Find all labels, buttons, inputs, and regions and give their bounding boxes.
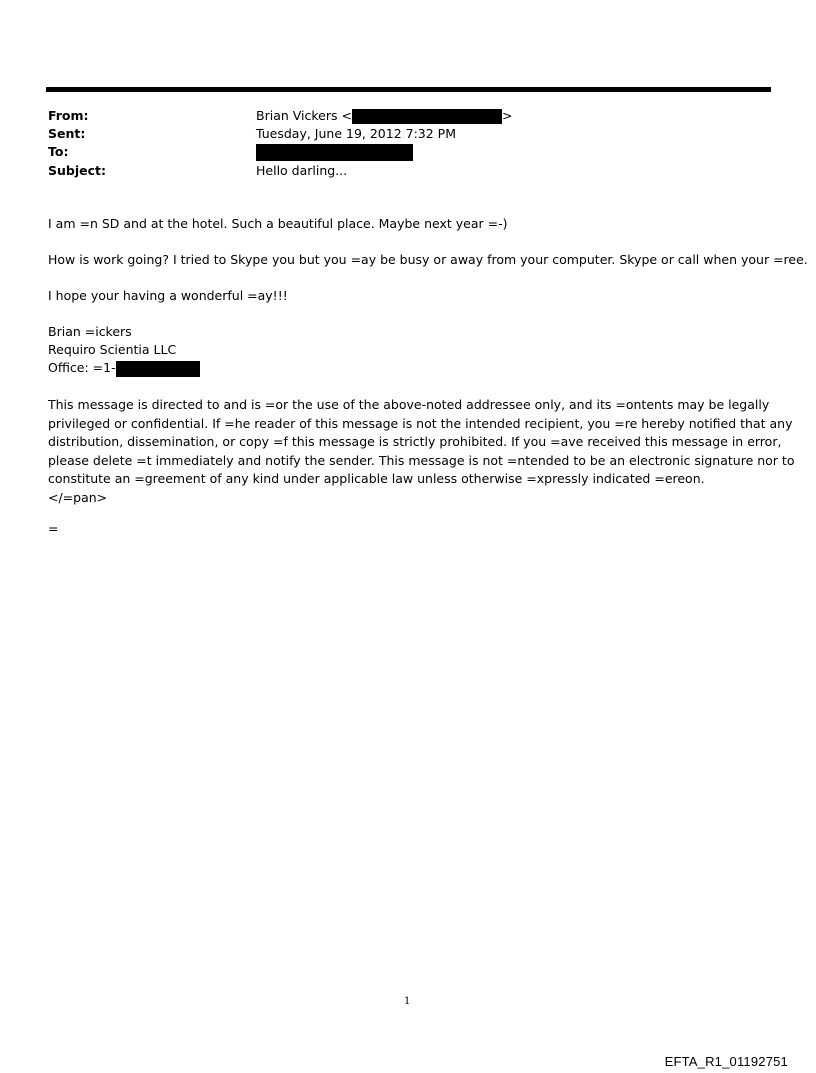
sent-label: Sent: xyxy=(48,126,86,141)
signature-office-text: Office: =1- xyxy=(48,360,116,375)
subject-value: Hello darling... xyxy=(256,163,348,178)
disclaimer-line: </=pan> xyxy=(48,489,108,505)
body-line-3: I hope your having a wonderful =ay!!! xyxy=(48,288,288,303)
signature-company: Requiro Scientia LLC xyxy=(48,342,177,357)
disclaimer-line: distribution, dissemination, or copy =f this message is strictly prohibited. If you =ave received this message in error, xyxy=(48,434,782,449)
signature-office xyxy=(48,359,200,378)
to-value xyxy=(256,143,413,161)
from-close: > xyxy=(501,108,513,123)
page-number: 1 xyxy=(404,996,411,1007)
from-label: From: xyxy=(48,108,89,123)
header-rule xyxy=(46,87,771,92)
disclaimer-line: please delete =t immediately and notify the sender. This message is not =ntended to be an electronic signature nor to xyxy=(48,452,795,468)
from-value xyxy=(256,107,512,125)
sent-value: Tuesday, June 19, 2012 7:32 PM xyxy=(256,126,456,141)
redaction-bar xyxy=(256,144,413,161)
signature-name: Brian =ickers xyxy=(48,324,132,339)
redaction-bar xyxy=(352,109,502,124)
confidentiality-disclaimer xyxy=(48,396,795,507)
document-id: EFTA_R1_01192751 xyxy=(664,1054,788,1069)
to-label: To: xyxy=(48,144,69,159)
trailing-char: = xyxy=(48,521,59,536)
from-name: Brian Vickers < xyxy=(256,108,352,123)
disclaimer-line: This message is directed to and is =or the use of the above-noted addressee only, and its =ontents may be legally xyxy=(48,397,770,412)
disclaimer-line: privileged or confidential. If =he reader of this message is not the intended recipient, you =re hereby notified that any xyxy=(48,415,793,431)
redaction-bar xyxy=(116,361,200,377)
disclaimer-line: constitute an =greement of any kind under applicable law unless otherwise =xpressly indicated =ereon. xyxy=(48,471,705,486)
body-line-2: How is work going? I tried to Skype you but you =ay be busy or away from your computer. Skype or call when your =ree. xyxy=(48,252,808,267)
body-line-1: I am =n SD and at the hotel. Such a beautiful place. Maybe next year =-) xyxy=(48,216,508,231)
subject-label: Subject: xyxy=(48,163,106,178)
